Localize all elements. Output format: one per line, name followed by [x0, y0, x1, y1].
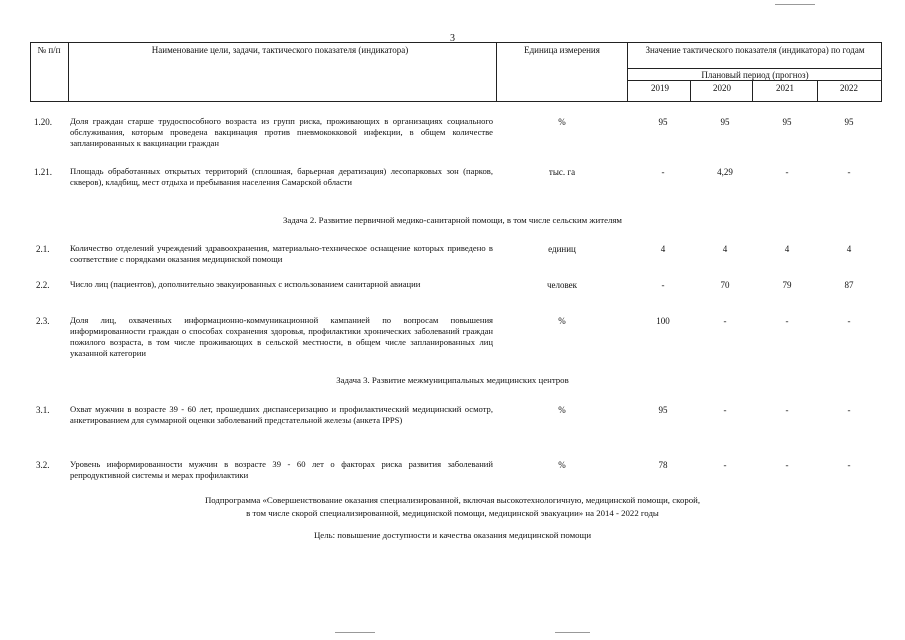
row-value: 4	[846, 244, 852, 254]
row-value: 100	[656, 316, 670, 326]
row-unit: %	[558, 405, 566, 415]
row-value: 95	[658, 117, 668, 127]
row-text: Количество отделений учреждений здравоохранения, материально-техническое оснащение которых приведено в соответствие с порядками оказания медицинской помощи	[70, 243, 493, 264]
row-text: Доля граждан старше трудоспособного возраста из групп риска, проживающих в организациях социального обслуживания, которым проведена вакцинация против пневмококковой инфекции, в общем количестве запланированных к вакцинации граждан	[70, 116, 493, 148]
subprogram-title-line1: Подпрограмма «Совершенствование оказания специализированной, включая высокотехнологичную, медицинской помощи, скорой,	[204, 495, 701, 505]
row-text: Число лиц (пациентов), дополнительно эвакуированных с использованием санитарной авиации	[70, 279, 421, 289]
row-value: -	[785, 460, 789, 470]
row-text: Охват мужчин в возрасте 39 - 60 лет, прошедших диспансеризацию и профилактический медицинский осмотр, анкетированием для суммарной оценки заболеваний предстательной железы (анкета IPPS)	[70, 404, 493, 425]
row-value: 4	[784, 244, 790, 254]
row-value: -	[785, 316, 789, 326]
page-number: 3	[450, 33, 455, 44]
row-unit: %	[558, 460, 566, 470]
header-year: 2019	[651, 83, 669, 93]
row-text: Уровень информированности мужчин в возрасте 39 - 60 лет о факторах риска развития заболеваний репродуктивной системы и мерах профилактики	[70, 459, 493, 480]
row-value: -	[847, 316, 851, 326]
row-number: 2.3.	[36, 316, 50, 326]
row-value: 70	[720, 280, 730, 290]
row-number: 2.2.	[36, 280, 50, 290]
row-unit: единиц	[548, 244, 576, 254]
task-3-heading: Задача 3. Развитие межмуниципальных медицинских центров	[336, 375, 569, 385]
header-unit: Единица измерения	[524, 45, 600, 55]
row-text: Доля лиц, охваченных информационно-коммуникационной кампанией по вопросам повышения информированности граждан о способах сохранения здоровья, профилактики хронических заболеваний граждан пожилого возраста, в том числе проживающих в сельской местности, в общем числе запланированных лиц указанной категории	[70, 315, 493, 358]
goal-line: Цель: повышение доступности и качества оказания медицинской помощи	[313, 530, 592, 540]
row-unit: тыс. га	[548, 167, 576, 177]
row-number: 3.2.	[36, 460, 50, 470]
row-value: -	[723, 460, 727, 470]
subprogram-title-line2: в том числе скорой специализированной, медицинской помощи, медицинской эвакуации» на 2014 - 2022 годы	[246, 508, 659, 518]
row-number: 1.20.	[34, 117, 52, 127]
row-value: 95	[720, 117, 730, 127]
row-value: 4	[660, 244, 666, 254]
row-value: 4	[722, 244, 728, 254]
header-name: Наименование цели, задачи, тактического показателя (индикатора)	[151, 45, 409, 55]
scan-mark	[335, 632, 375, 633]
row-value: -	[785, 405, 789, 415]
row-value: 4,29	[717, 167, 733, 177]
scan-mark	[555, 632, 590, 633]
row-value: -	[847, 405, 851, 415]
row-unit: человек	[546, 280, 578, 290]
task-2-heading: Задача 2. Развитие первичной медико-санитарной помощи, в том числе сельским жителям	[283, 215, 622, 225]
row-value: -	[661, 280, 665, 290]
row-value: 95	[782, 117, 792, 127]
row-value: 87	[844, 280, 854, 290]
header-year: 2020	[713, 83, 731, 93]
scan-mark	[775, 4, 815, 5]
row-text: Площадь обработанных открытых территорий (сплошная, барьерная дератизация) лесопарковых зон (парков, скверов), кладбищ, мест отдыха и пребывания населения Самарской области	[70, 166, 493, 187]
row-value: 78	[658, 460, 668, 470]
row-value: -	[847, 167, 851, 177]
row-value: 95	[658, 405, 668, 415]
header-year: 2022	[840, 83, 858, 93]
row-value: -	[723, 316, 727, 326]
row-unit: %	[558, 316, 566, 326]
header-year: 2021	[776, 83, 794, 93]
row-value: -	[723, 405, 727, 415]
row-unit: %	[558, 117, 566, 127]
row-value: -	[661, 167, 665, 177]
row-number: 2.1.	[36, 244, 50, 254]
row-number: 1.21.	[34, 167, 52, 177]
header-value: Значение тактического показателя (индикатора) по годам	[645, 45, 865, 55]
row-number: 3.1.	[36, 405, 50, 415]
row-value: 95	[844, 117, 854, 127]
header-num: № п/п	[37, 45, 61, 55]
row-value: -	[785, 167, 789, 177]
row-value: -	[847, 460, 851, 470]
header-period: Плановый период (прогноз)	[701, 70, 809, 80]
row-value: 79	[782, 280, 792, 290]
